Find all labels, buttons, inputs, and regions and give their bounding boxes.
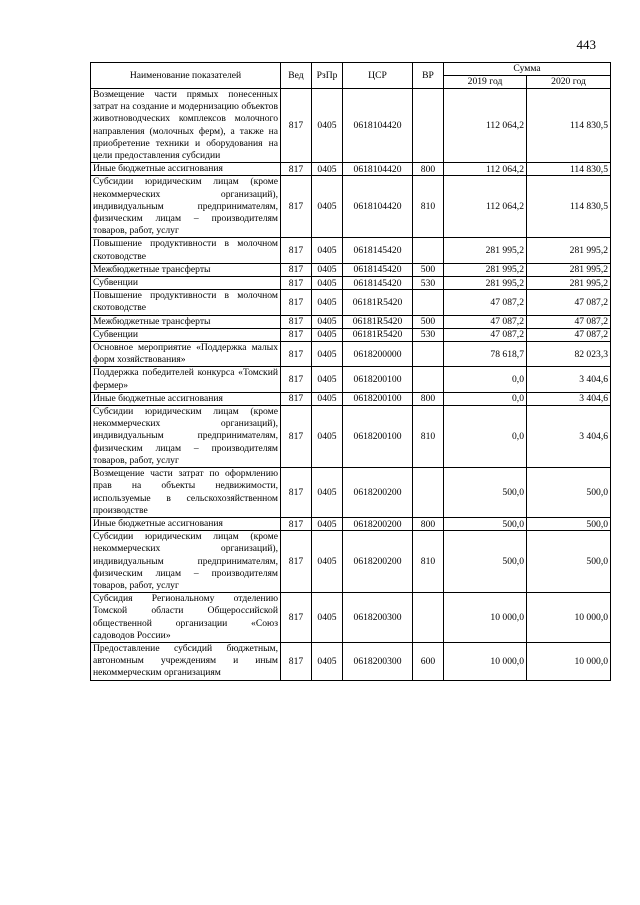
table-row [91,277,611,290]
table-row [91,531,611,593]
row-name: Межбюджетные трансферты [91,315,281,328]
row-rzpr: 0405 [312,531,343,593]
row-csr: 0618200300 [343,642,413,680]
row-ved: 817 [281,263,312,276]
row-csr: 0618104420 [343,163,413,176]
row-csr: 0618200000 [343,342,413,367]
row-sum-2019: 47 087,2 [444,328,527,341]
table-row [91,468,611,518]
header-csr: ЦСР [343,63,413,89]
row-ved: 817 [281,163,312,176]
row-rzpr: 0405 [312,238,343,263]
table-row [91,517,611,530]
row-ved: 817 [281,342,312,367]
row-name: Иные бюджетные ассигнования [91,517,281,530]
row-sum-2019: 112 064,2 [444,163,527,176]
row-sum-2019: 500,0 [444,531,527,593]
row-name: Субвенции [91,328,281,341]
row-ved: 817 [281,517,312,530]
row-name: Повышение продуктивности в молочном скотоводстве [91,238,281,263]
row-csr: 06181R5420 [343,328,413,341]
row-sum-2020: 114 830,5 [527,176,611,238]
row-vr: 810 [413,406,444,468]
row-vr: 500 [413,315,444,328]
row-csr: 0618200100 [343,406,413,468]
row-sum-2019: 78 618,7 [444,342,527,367]
row-sum-2019: 0,0 [444,367,527,392]
table-row [91,176,611,238]
row-ved: 817 [281,89,312,163]
row-sum-2020: 47 087,2 [527,290,611,315]
table-row [91,238,611,263]
row-vr: 800 [413,392,444,405]
row-rzpr: 0405 [312,392,343,405]
row-sum-2020: 3 404,6 [527,392,611,405]
row-csr: 06181R5420 [343,315,413,328]
row-rzpr: 0405 [312,406,343,468]
row-sum-2020: 114 830,5 [527,163,611,176]
row-rzpr: 0405 [312,315,343,328]
header-sum: Сумма [444,63,611,76]
row-vr: 530 [413,277,444,290]
row-rzpr: 0405 [312,263,343,276]
row-name: Субсидии юридическим лицам (кроме некоммерческих организаций), индивидуальным предпринимателям, физическим лицам – производителям товаров, работ, услуг [91,531,281,593]
row-vr: 530 [413,328,444,341]
row-name: Субсидии юридическим лицам (кроме некоммерческих организаций), индивидуальным предпринимателям, физическим лицам – производителям товаров, работ, услуг [91,176,281,238]
row-csr: 0618200200 [343,531,413,593]
row-vr [413,342,444,367]
row-sum-2019: 281 995,2 [444,263,527,276]
row-ved: 817 [281,531,312,593]
row-name: Межбюджетные трансферты [91,263,281,276]
row-sum-2020: 500,0 [527,517,611,530]
row-sum-2019: 0,0 [444,406,527,468]
row-vr: 600 [413,642,444,680]
row-sum-2019: 47 087,2 [444,290,527,315]
row-name: Повышение продуктивности в молочном скотоводстве [91,290,281,315]
row-ved: 817 [281,392,312,405]
row-name: Основное мероприятие «Поддержка малых форм хозяйствования» [91,342,281,367]
row-csr: 06181R5420 [343,290,413,315]
row-vr [413,468,444,518]
row-vr: 500 [413,263,444,276]
row-sum-2019: 281 995,2 [444,277,527,290]
row-name: Иные бюджетные ассигнования [91,392,281,405]
row-vr [413,89,444,163]
row-ved: 817 [281,367,312,392]
page-number: 443 [576,37,596,52]
row-sum-2020: 114 830,5 [527,89,611,163]
row-name: Возмещение части затрат по оформлению прав на объекты недвижимости, используемые в сельскохозяйственном производстве [91,468,281,518]
row-csr: 0618104420 [343,176,413,238]
table-row [91,392,611,405]
row-csr: 0618145420 [343,277,413,290]
row-sum-2019: 112 064,2 [444,176,527,238]
row-csr: 0618200100 [343,392,413,405]
row-rzpr: 0405 [312,89,343,163]
row-sum-2020: 47 087,2 [527,315,611,328]
header-2020: 2020 год [527,76,611,89]
row-sum-2020: 281 995,2 [527,277,611,290]
row-vr: 810 [413,176,444,238]
row-ved: 817 [281,290,312,315]
row-name: Предоставление субсидий бюджетным, автономным учреждениям и иным некоммерческим организациям [91,642,281,680]
row-csr: 0618104420 [343,89,413,163]
row-csr: 0618200100 [343,367,413,392]
table-body [91,89,611,681]
row-vr [413,290,444,315]
row-sum-2019: 10 000,0 [444,593,527,643]
row-vr: 800 [413,163,444,176]
row-ved: 817 [281,468,312,518]
row-rzpr: 0405 [312,290,343,315]
row-sum-2020: 10 000,0 [527,593,611,643]
row-sum-2020: 82 023,3 [527,342,611,367]
row-csr: 0618145420 [343,263,413,276]
row-ved: 817 [281,642,312,680]
row-rzpr: 0405 [312,342,343,367]
table-row [91,263,611,276]
row-sum-2019: 47 087,2 [444,315,527,328]
row-sum-2019: 10 000,0 [444,642,527,680]
table-row [91,89,611,163]
row-ved: 817 [281,593,312,643]
row-sum-2020: 281 995,2 [527,263,611,276]
header-rzpr: РзПр [312,63,343,89]
row-sum-2020: 281 995,2 [527,238,611,263]
row-ved: 817 [281,328,312,341]
row-ved: 817 [281,176,312,238]
row-sum-2020: 500,0 [527,531,611,593]
row-sum-2019: 281 995,2 [444,238,527,263]
row-rzpr: 0405 [312,367,343,392]
row-rzpr: 0405 [312,468,343,518]
table-row [91,406,611,468]
header-2019: 2019 год [444,76,527,89]
row-sum-2020: 3 404,6 [527,406,611,468]
row-ved: 817 [281,238,312,263]
row-sum-2019: 0,0 [444,392,527,405]
table-row [91,315,611,328]
budget-table [90,62,611,681]
table-row [91,328,611,341]
header-name: Наименование показателей [91,63,281,89]
table-row [91,593,611,643]
row-rzpr: 0405 [312,517,343,530]
row-csr: 0618200200 [343,468,413,518]
row-ved: 817 [281,315,312,328]
row-sum-2019: 112 064,2 [444,89,527,163]
row-vr [413,367,444,392]
row-sum-2020: 500,0 [527,468,611,518]
row-sum-2020: 47 087,2 [527,328,611,341]
table-row [91,642,611,680]
row-name: Субвенции [91,277,281,290]
row-csr: 0618200200 [343,517,413,530]
row-name: Субсидии юридическим лицам (кроме некоммерческих организаций), индивидуальным предпринимателям, физическим лицам – производителям товаров, работ, услуг [91,406,281,468]
row-sum-2019: 500,0 [444,468,527,518]
row-rzpr: 0405 [312,642,343,680]
row-rzpr: 0405 [312,176,343,238]
row-name: Иные бюджетные ассигнования [91,163,281,176]
row-rzpr: 0405 [312,328,343,341]
row-rzpr: 0405 [312,593,343,643]
table-header [91,63,611,89]
row-sum-2019: 500,0 [444,517,527,530]
row-vr [413,593,444,643]
row-name: Поддержка победителей конкурса «Томский фермер» [91,367,281,392]
row-csr: 0618145420 [343,238,413,263]
row-ved: 817 [281,406,312,468]
row-name: Субсидия Региональному отделению Томской области Общероссийской общественной организации «Союз садоводов России» [91,593,281,643]
row-sum-2020: 10 000,0 [527,642,611,680]
table-row [91,342,611,367]
table-row [91,290,611,315]
row-vr [413,238,444,263]
row-name: Возмещение части прямых понесенных затрат на создание и модернизацию объектов животноводческих комплексов молочного направления (молочных ферм), а также на приобретение техники и оборудования на цели предоставления субсидии [91,89,281,163]
row-ved: 817 [281,277,312,290]
header-ved: Вед [281,63,312,89]
row-csr: 0618200300 [343,593,413,643]
table-row [91,163,611,176]
header-vr: ВР [413,63,444,89]
row-vr: 810 [413,531,444,593]
row-rzpr: 0405 [312,163,343,176]
table-row [91,367,611,392]
row-vr: 800 [413,517,444,530]
row-sum-2020: 3 404,6 [527,367,611,392]
row-rzpr: 0405 [312,277,343,290]
